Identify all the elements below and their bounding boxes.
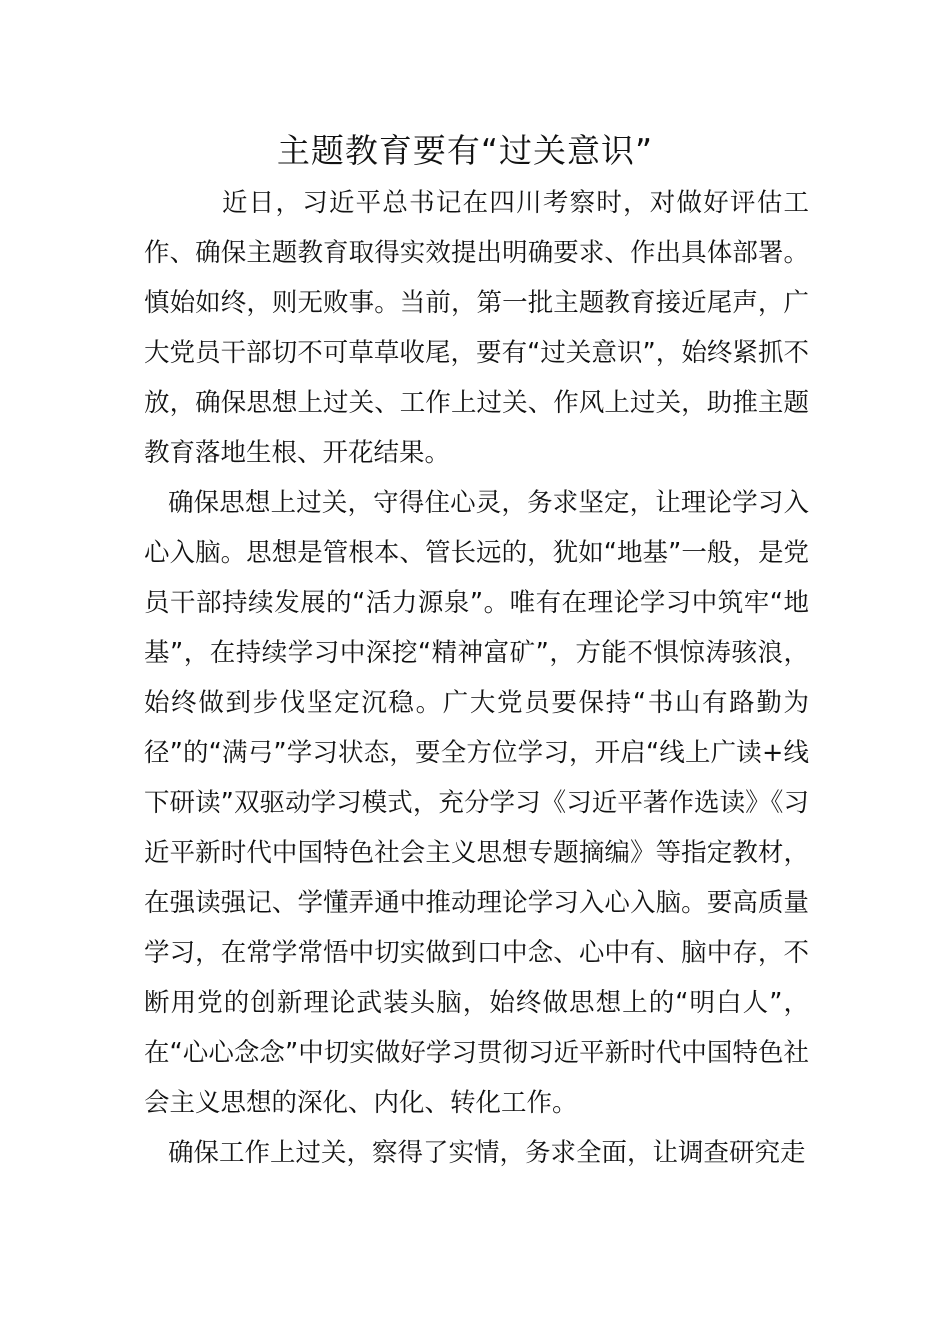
- paragraph-work: 确保工作上过关，察得了实情，务求全面，让调查研究走: [168, 1138, 806, 1168]
- paragraph-intro: 近日，习近平总书记在四川考察时，对做好评估工作、确保主题教育取得实效提出明确要求、作出具体部署。慎始如终，则无败事。当前，第一批主题教育接近尾声，广大党员干部切不可草草收尾，要有“过关意识”，始终紧抓不放，确保思想上过关、工作上过关、作风上过关，助推主题教育落地生根、开花结果。: [144, 188, 809, 468]
- document-body: [144, 178, 809, 1178]
- paragraph-thought: 确保思想上过关，守得住心灵，务求坚定，让理论学习入心入脑。思想是管根本、管长远的，犹如“地基”一般，是党员干部持续发展的“活力源泉”。唯有在理论学习中筑牢“地基”，在持续学习中深挖“精神富矿”，方能不惧惊涛骇浪，始终做到步伐坚定沉稳。广大党员要保持“书山有路勤为径”的“满弓”学习状态，要全方位学习，开启“线上广读+线下研读”双驱动学习模式，充分学习《习近平著作选读》《习近平新时代中国特色社会主义思想专题摘编》等指定教材，在强读强记、学懂弄通中推动理论学习入心入脑。要高质量学习，在常学常悟中切实做到口中念、心中有、脑中存，不断用党的创新理论武装头脑，始终做思想上的“明白人”，在“心心念念”中切实做好学习贯彻习近平新时代中国特色社会主义思想的深化、内化、转化工作。: [144, 488, 809, 1118]
- document-title: 主题教育要有“过关意识”: [276, 131, 654, 170]
